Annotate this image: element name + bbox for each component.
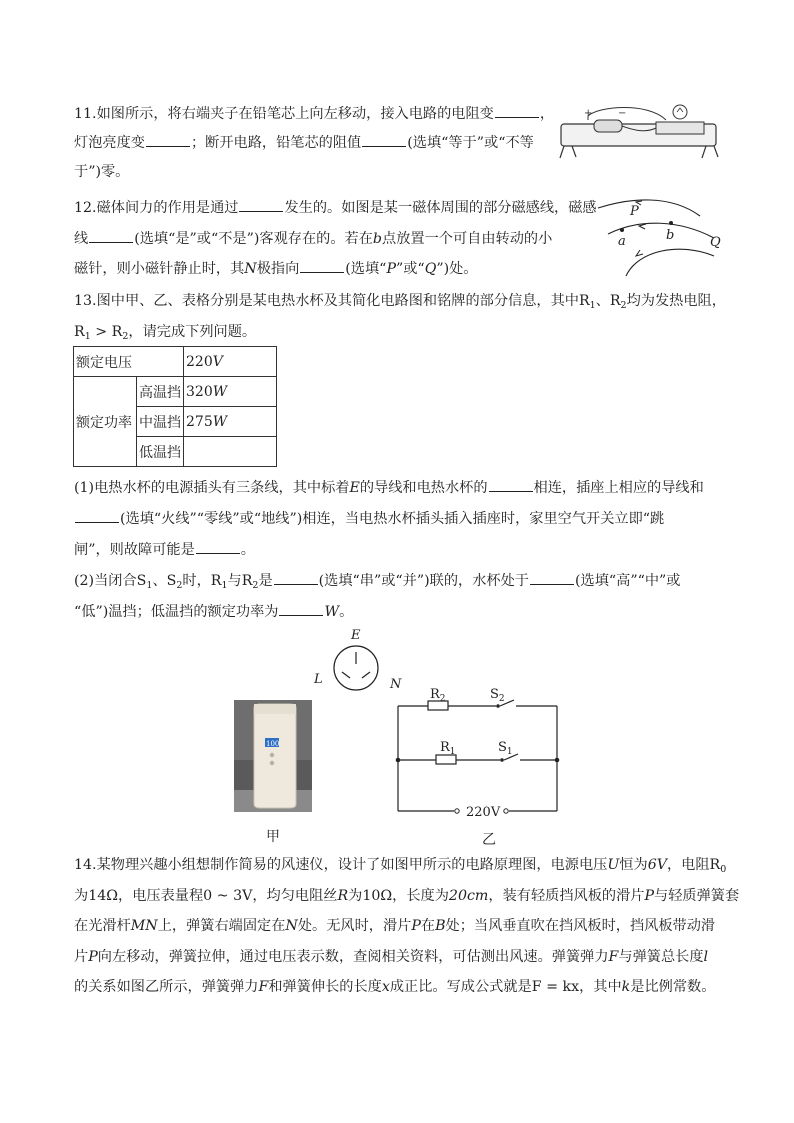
q14-line-2: 为14Ω，电压表量程0 ~ 3V，均匀电阻丝R为10Ω，长度为20cm，装有轻质挡风板的滑片P与轻质弹簧套 xyxy=(74,888,740,904)
answer-blank[interactable] xyxy=(274,570,318,585)
caption-jia: 甲 xyxy=(266,829,280,845)
q13-part2-line-2: “低”)温挡；低温挡的额定功率为 W。 xyxy=(74,601,353,622)
svg-text:R2: $R_2$ xyxy=(430,687,446,704)
answer-blank[interactable] xyxy=(495,103,539,118)
svg-text:+: + xyxy=(584,108,593,119)
q11-line-2: 灯泡亮度变 ；断开电路，铅笔芯的阻值 (选填“等于”或“不等 xyxy=(74,132,534,153)
table-row: 中温挡 275W xyxy=(74,407,277,437)
q14-line-4: 片P向左移动，弹簧拉伸，通过电压表示数，查阅相关资料，可估测出风速。弹簧弹力F与弹簧总长度l xyxy=(74,949,709,965)
svg-text:S1: $S_1$ xyxy=(498,740,513,757)
table-row: 低温挡 xyxy=(74,437,277,467)
label-s1: S xyxy=(498,740,507,755)
magnetic-field-lines-figure xyxy=(590,190,730,282)
answer-blank[interactable] xyxy=(362,132,406,147)
label-p: P xyxy=(630,204,639,219)
caption-yi: 乙 xyxy=(482,832,496,848)
q11-line-3: 于”)零。 xyxy=(74,164,130,180)
circuit-diagram xyxy=(390,684,565,820)
q13-part1-line-2: (选填“火线”“零线”或“地线”)相连，当电热水杯插头插入插座时，家里空气开关立即“跳 xyxy=(74,508,664,529)
electric-kettle-photo xyxy=(234,700,312,812)
label-s2: S xyxy=(490,687,499,702)
svg-text:−: − xyxy=(618,108,627,119)
answer-blank[interactable] xyxy=(146,132,190,147)
answer-blank[interactable] xyxy=(300,258,344,273)
q13-part1-line-3: 闸”，则故障可能是 。 xyxy=(74,539,255,560)
q12-line-2: 线 (选填“是”或“不是”)客观存在的。若在b点放置一个可自由转动的小 xyxy=(74,228,552,249)
label-l: L xyxy=(314,672,323,687)
q12-line-1: 12.磁体间力的作用是通过 发生的。如图是某一磁体周围的部分磁感线，磁感 xyxy=(74,197,597,218)
label-a: a xyxy=(618,234,626,249)
label-r2: R xyxy=(430,687,440,702)
q13-part1-line-1: (1)电热水杯的电源插头有三条线，其中标着E的导线和电热水杯的 相连，插座上相应的导线和 xyxy=(74,477,704,498)
table-row: 额定功率 高温挡 320W xyxy=(74,377,277,407)
answer-blank[interactable] xyxy=(196,539,240,554)
q13-line-2: $R_1 > R_2$，请完成下列问题。 xyxy=(74,324,257,342)
q11-line-1: 11.如图所示，将右端夹子在铅笔芯上向左移动，接入电路的电阻变 ， xyxy=(74,103,554,124)
label-q: Q xyxy=(710,235,721,250)
svg-text:S2: $S_2$ xyxy=(490,687,505,704)
label-voltage: 220V xyxy=(466,805,501,820)
answer-blank[interactable] xyxy=(239,197,283,212)
label-b: b xyxy=(666,228,675,243)
q13-line-1: 13.图中甲、乙、表格分别是某电热水杯及其简化电路图和铭牌的部分信息，其中$R_1$、$R_2$均为发热电阻， xyxy=(74,293,726,311)
answer-blank[interactable] xyxy=(279,601,323,616)
label-e: E xyxy=(351,628,361,643)
svg-text:R1: $R_1$ xyxy=(440,740,456,757)
answer-blank[interactable] xyxy=(89,228,133,243)
label-r1: R xyxy=(440,740,450,755)
answer-blank[interactable] xyxy=(489,477,533,492)
q14-line-5: 的关系如图乙所示，弹簧弹力F和弹簧伸长的长度x成正比。写成公式就是F = kx，其中k是比例常数。 xyxy=(74,979,716,995)
answer-blank[interactable] xyxy=(75,508,119,523)
label-n: N xyxy=(390,677,402,692)
q14-line-1: 14.某物理兴趣小组想制作简易的风速仪，设计了如图甲所示的电路原理图，电源电压U恒为6V，电阻$R_0$ xyxy=(74,857,727,875)
empty-cell xyxy=(184,437,277,467)
pencil-lead-circuit-figure xyxy=(558,102,722,164)
nameplate-table xyxy=(73,346,277,467)
q14-line-3: 在光滑杆MN上，弹簧右端固定在N处。无风时，滑片P在B处；当风垂直吹在挡风板时，挡风板带动滑 xyxy=(74,918,716,934)
cup-display: 100 xyxy=(266,740,280,748)
table-row: 额定电压 220V xyxy=(74,347,277,377)
q12-line-3: 磁针，则小磁针静止时，其N极指向 (选填“P”或“Q”)处。 xyxy=(74,258,478,279)
answer-blank[interactable] xyxy=(530,570,574,585)
q13-part2-line-1: (2)当闭合$S_1$、$S_2$时，$R_1$与$R_2$是 (选填“串”或“并”)联的，水杯处于 (选填“高”“中”或 xyxy=(74,570,680,591)
